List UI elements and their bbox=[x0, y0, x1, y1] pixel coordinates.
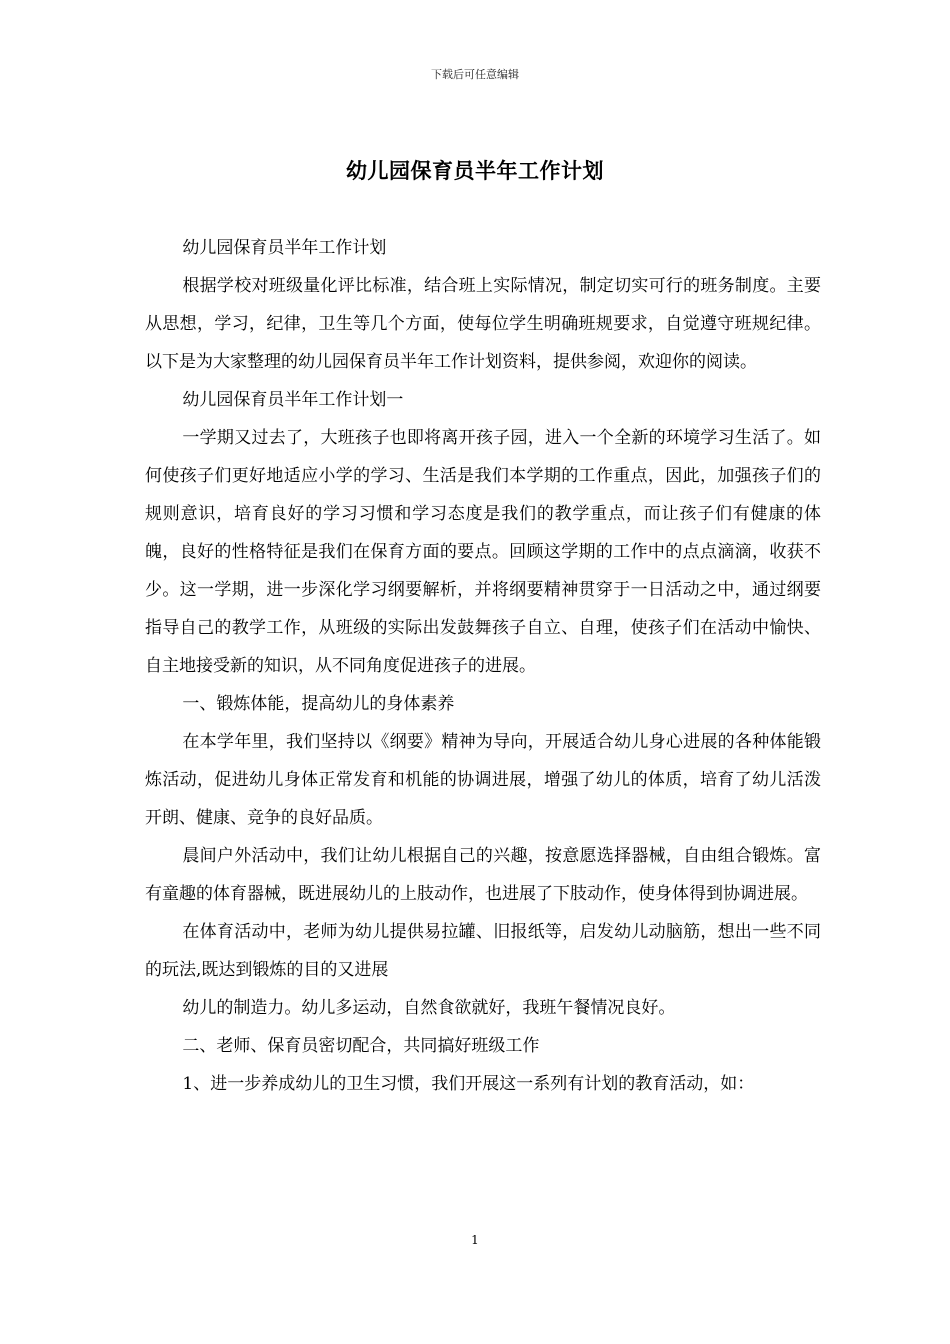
page-header-note: 下载后可任意编辑 bbox=[431, 68, 519, 81]
paragraph-subtitle: 幼儿园保育员半年工作计划 bbox=[182, 238, 387, 258]
page-number: 1 bbox=[471, 1233, 479, 1247]
document-title: 幼儿园保育员半年工作计划 bbox=[346, 158, 604, 183]
paragraph-body: 晨间户外活动中，我们让幼儿根据自己的兴趣，按意愿选择器械，自由组合锻炼。富有童趣的体育器械，既进展幼儿的上肢动作，也进展了下肢动作，使身体得到协调进展。 bbox=[145, 846, 821, 904]
paragraph-heading-1: 一、锻炼体能，提高幼儿的身体素养 bbox=[182, 694, 455, 714]
paragraph-body: 幼儿的制造力。幼儿多运动，自然食欲就好，我班午餐情况良好。 bbox=[182, 998, 676, 1018]
paragraph-body: 一学期又过去了，大班孩子也即将离开孩子园，进入一个全新的环境学习生活了。如何使孩子们更好地适应小学的学习、生活是我们本学期的工作重点，因此，加强孩子们的规则意识，培育良好的学习习惯和学习态度是我们的教学重点，而让孩子们有健康的体魄，良好的性格特征是我们在保育方面的要点。回顾这学期的工作中的点点滴滴，收获不少。这一学期，进一步深化学习纲要解析，并将纲要精神贯穿于一日活动之中，通过纲要指导自己的教学工作，从班级的实际出发鼓舞孩子自立、自理，使孩子们在活动中愉快、自主地接受新的知识，从不同角度促进孩子的进展。 bbox=[145, 428, 821, 676]
paragraph-body: 在本学年里，我们坚持以《纲要》精神为导向，开展适合幼儿身心进展的各种体能锻炼活动，促进幼儿身体正常发育和机能的协调进展，增强了幼儿的体质，培育了幼儿活泼开朗、健康、竞争的良好品质。 bbox=[145, 732, 821, 828]
paragraph-body: 在体育活动中，老师为幼儿提供易拉罐、旧报纸等，启发幼儿动脑筋，想出一些不同的玩法,既达到锻炼的目的又进展 bbox=[145, 922, 821, 980]
paragraph-heading-2: 二、老师、保育员密切配合，共同搞好班级工作 bbox=[182, 1036, 540, 1056]
paragraph-section-heading: 幼儿园保育员半年工作计划一 bbox=[182, 390, 404, 410]
paragraph-body: 1、进一步养成幼儿的卫生习惯，我们开展这一系列有计划的教育活动，如： bbox=[182, 1074, 755, 1094]
paragraph-intro: 根据学校对班级量化评比标准，结合班上实际情况，制定切实可行的班务制度。主要从思想，学习，纪律，卫生等几个方面，使每位学生明确班规要求，自觉遵守班规纪律。以下是为大家整理的幼儿园保育员半年工作计划资料，提供参阅，欢迎你的阅读。 bbox=[145, 276, 821, 372]
document-body bbox=[145, 229, 821, 1103]
